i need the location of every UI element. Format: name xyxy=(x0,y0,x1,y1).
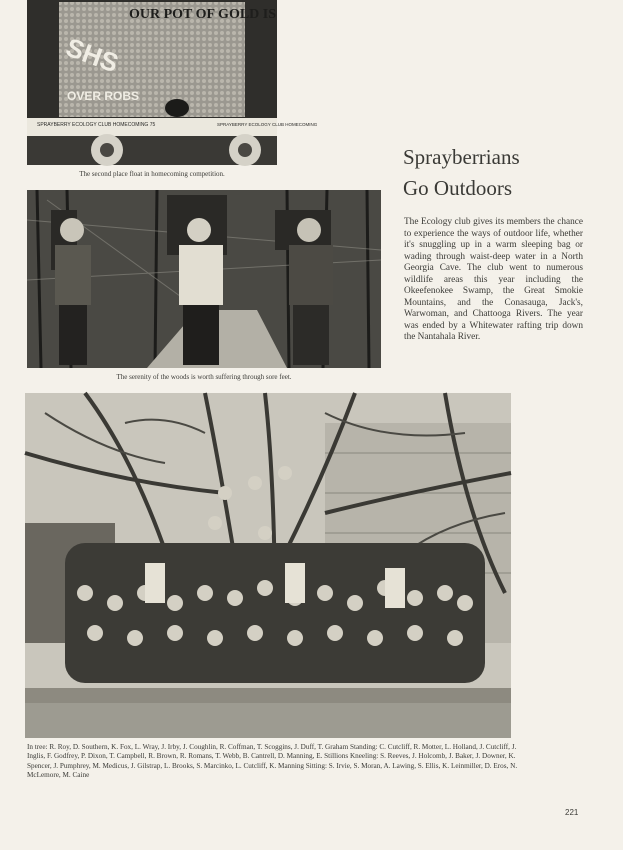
homecoming-float-photo xyxy=(27,0,318,165)
float-sign-text: OUR POT OF GOLD IS xyxy=(129,7,277,22)
headline-line-1: Sprayberrians xyxy=(403,145,520,169)
hikers-photo-graphic xyxy=(27,190,381,368)
hikers-photo xyxy=(27,190,381,368)
float-banner-right: SPRAYBERRY ECOLOGY CLUB HOMECOMING xyxy=(217,122,318,127)
float-banner-left: SPRAYBERRY ECOLOGY CLUB HOMECOMING 75 xyxy=(37,122,156,128)
page-number: 221 xyxy=(565,808,579,817)
ecology-club-group-photo xyxy=(25,393,511,738)
article-headline xyxy=(403,142,603,204)
group-photo-caption: In tree: R. Roy, D. Southern, K. Fox, L. Wray, J. Irby, J. Coughlin, R. Coffman, T. Scoggins, J. Duff, T. Graham Standing: C. Cutcliff, R. Motter, L. Holland, J. Cutcliff, J. Inglis, F. Godfrey, P. Dixon, T. Campbell, R. Brown, R. Romans, T. Webb, B. Cantrell, D. Manning, E. Stillions Kneeling: S. Reeves, J. Holcomb, J. Baker, J. Downer, K. Spencer, J. Pumphrey, M. Medicus, J. Gilstrap, L. Brooks, S. Marcinko, L. Cutcliff, K. Manning Sitting: S. Irvie, S. Moran, A. Lawing, S. Ellis, K. Leinmiller, D. Eros, N. McLemore, M. Caine xyxy=(27,743,518,779)
float-sign-lower: OVER ROBS xyxy=(67,89,140,103)
article-body: The Ecology club gives its members the chance to experience the ways of outdoor life, whether it's snuggling up in a warm sleeping bag or wading through waist-deep water in a North Georgia Cave. The club went to numerous wildlife areas this year including the Okeefenokee Swamp, the Great Smokie Mountains, and the Conasauga, Jack's, Warwoman, and Chattooga Rivers. The year was ended by a Whitewater rafting trip down the Nantahala River. xyxy=(404,217,583,342)
float-photo-caption: The second place float in homecoming competition. xyxy=(79,170,225,178)
float-photo-graphic xyxy=(27,0,318,165)
float-sign-initials: SHS xyxy=(62,31,123,79)
group-photo-graphic xyxy=(25,393,511,738)
headline-line-2: Go Outdoors xyxy=(403,176,513,200)
hikers-photo-caption: The serenity of the woods is worth suffering through sore feet. xyxy=(116,373,292,381)
